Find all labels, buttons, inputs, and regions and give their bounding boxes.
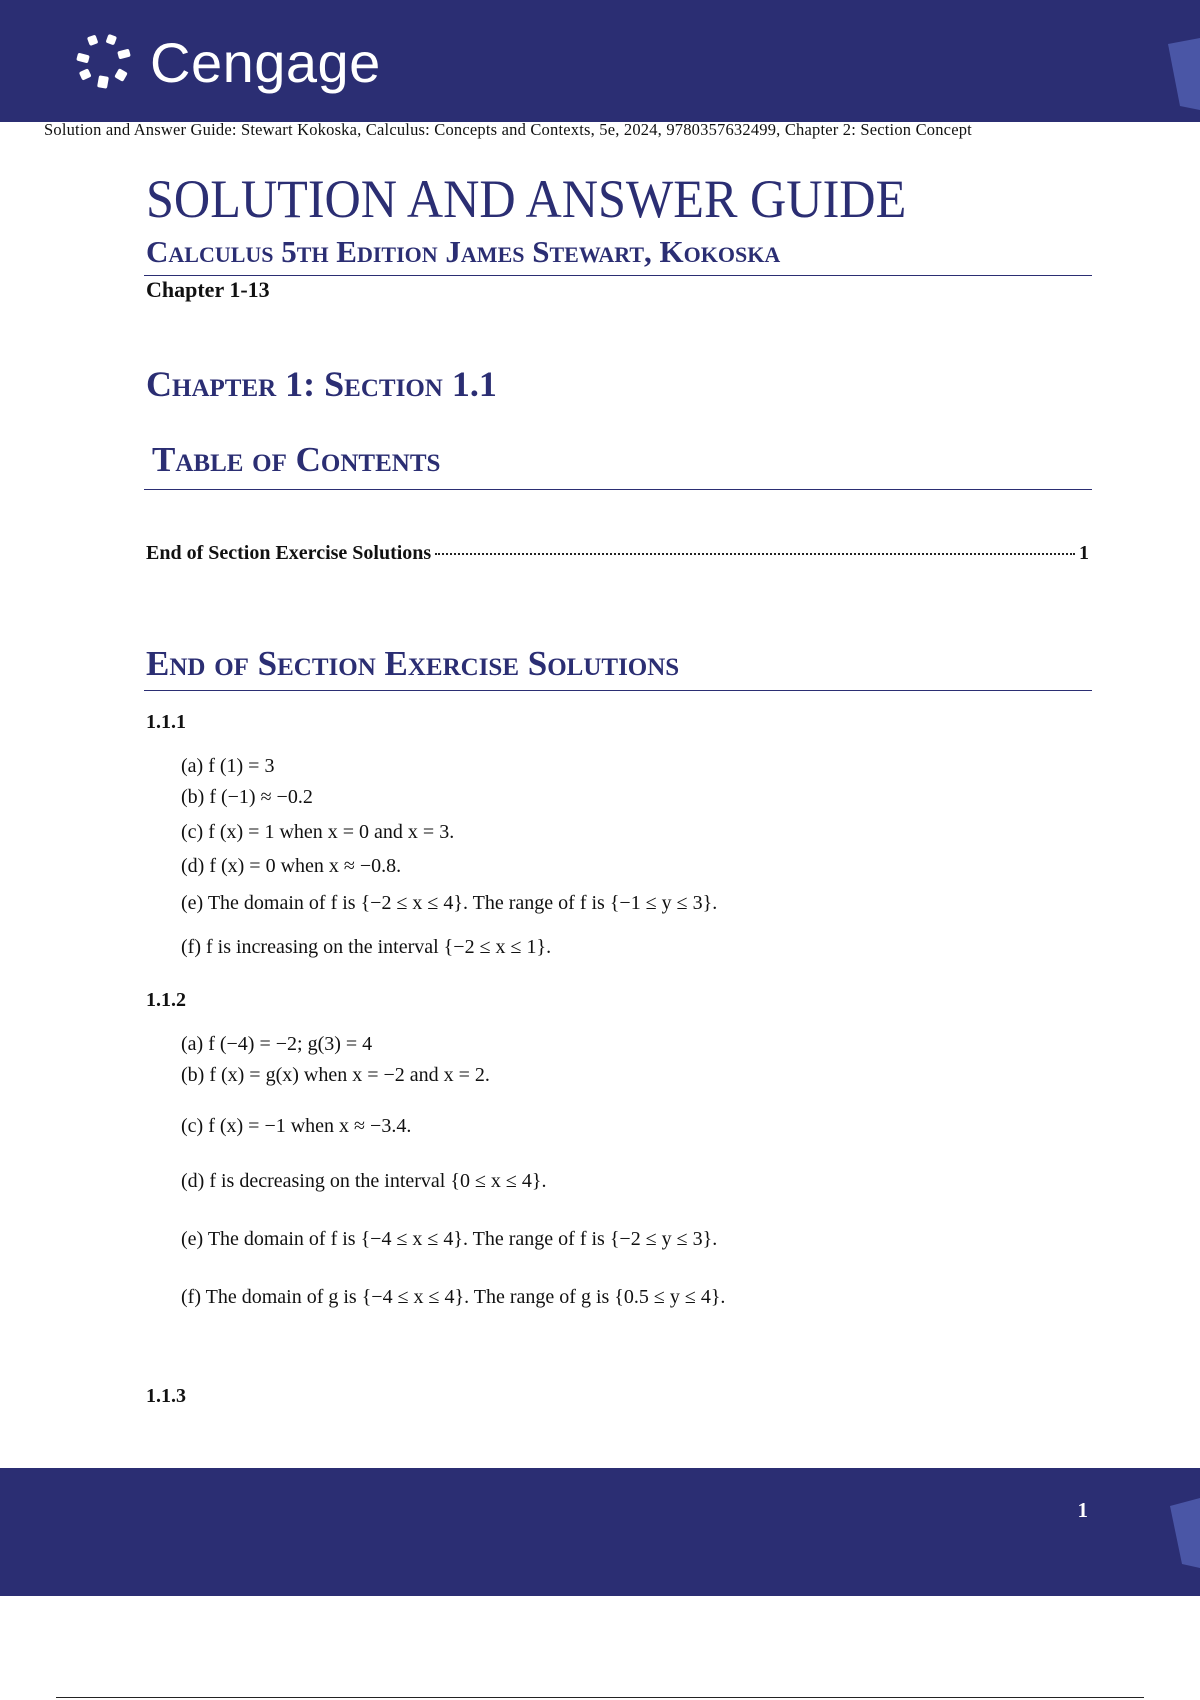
page-number: 1 <box>1077 1498 1088 1522</box>
exercise-answer: (c) f (x) = −1 when x ≈ −3.4. <box>181 1115 412 1137</box>
exercise-answer: (d) f (x) = 0 when x ≈ −0.8. <box>181 855 402 877</box>
corner-decoration-icon <box>1160 1498 1200 1568</box>
solutions-heading: End of Section Exercise Solutions <box>146 644 680 683</box>
exercise-answer: (b) f (−1) ≈ −0.2 <box>181 786 313 808</box>
exercise-answer: (e) The domain of f is {−2 ≤ x ≤ 4}. The range of f is {−1 ≤ y ≤ 3}. <box>181 892 718 914</box>
exercise-number: 1.1.3 <box>146 1385 186 1407</box>
document-title: SOLUTION AND ANSWER GUIDE <box>146 169 907 229</box>
exercise-answer: (f) f is increasing on the interval {−2 ≤ x ≤ 1}. <box>181 936 552 958</box>
running-head: Solution and Answer Guide: Stewart Kokoska, Calculus: Concepts and Contexts, 5e, 2024, 9780357632499, Chapter 2: Section Concept <box>44 120 972 139</box>
corner-decoration-icon <box>1156 38 1200 110</box>
document-subtitle: Calculus 5th Edition James Stewart, Kokoska <box>146 234 781 269</box>
toc-heading: Table of Contents <box>152 440 441 479</box>
toc-entry[interactable] <box>146 542 1089 565</box>
cengage-logo-icon <box>74 32 136 94</box>
exercise-answer: (b) f (x) = g(x) when x = −2 and x = 2. <box>181 1064 490 1086</box>
cengage-logo <box>74 28 381 98</box>
brand-name: Cengage <box>150 31 381 94</box>
toc-entry-label: End of Section Exercise Solutions <box>146 542 432 564</box>
exercise-answer: (c) f (x) = 1 when x = 0 and x = 3. <box>181 821 455 843</box>
footer-band <box>0 1468 1200 1596</box>
header-band <box>0 0 1200 122</box>
divider <box>144 489 1092 490</box>
exercise-answer: (a) f (−4) = −2; g(3) = 4 <box>181 1033 373 1055</box>
exercise-answer: (f) The domain of g is {−4 ≤ x ≤ 4}. The range of g is {0.5 ≤ y ≤ 4}. <box>181 1286 726 1308</box>
exercise-number: 1.1.2 <box>146 989 186 1011</box>
section-heading: Chapter 1: Section 1.1 <box>146 364 497 404</box>
exercise-answer: (a) f (1) = 3 <box>181 755 275 777</box>
divider <box>56 1697 1144 1698</box>
divider <box>144 275 1092 276</box>
exercise-number: 1.1.1 <box>146 711 186 733</box>
toc-leader-dots <box>435 553 1075 555</box>
toc-entry-page: 1 <box>1079 542 1089 564</box>
chapter-range: Chapter 1-13 <box>146 277 270 302</box>
divider <box>144 690 1092 691</box>
exercise-answer: (d) f is decreasing on the interval {0 ≤ x ≤ 4}. <box>181 1170 547 1192</box>
exercise-answer: (e) The domain of f is {−4 ≤ x ≤ 4}. The range of f is {−2 ≤ y ≤ 3}. <box>181 1228 718 1250</box>
